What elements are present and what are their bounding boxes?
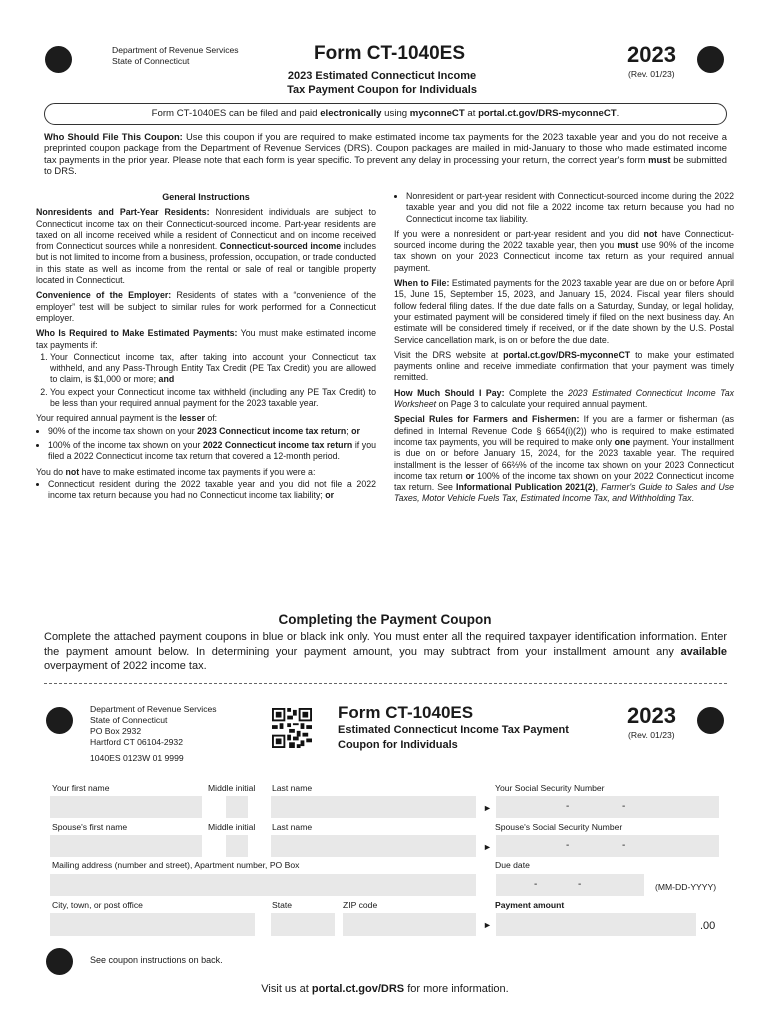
coupon-form-title: Form CT-1040ES — [338, 703, 474, 722]
spouse-ssn-label: Spouse's Social Security Number — [495, 822, 623, 832]
lesser-paragraph: Your required annual payment is the lesser of: — [36, 413, 218, 424]
tear-line — [44, 683, 727, 684]
who-required-paragraph: Who Is Required to Make Estimated Payments: You must make estimated income tax payments if: — [36, 328, 376, 350]
mailing-address-input[interactable] — [50, 874, 476, 896]
payment-amount-label: Payment amount — [495, 900, 565, 910]
middle-initial-input[interactable] — [226, 796, 248, 818]
coupon-subtitle: Estimated Connecticut Income Tax Payment Coupon for Individuals — [338, 724, 569, 751]
exceptions-paragraph: You do not have to make estimated income tax payments if you were a: — [36, 466, 316, 477]
qr-code-icon — [272, 708, 312, 748]
coupon-agency-address: Department of Revenue Services State of Connecticut PO Box 2932 Hartford CT 06104-2932 1040ES 0123W 01 9999 — [90, 704, 217, 763]
registration-mark — [46, 948, 73, 975]
ssn-separator: - — [566, 840, 570, 851]
arrow-icon: ► — [483, 803, 492, 813]
zip-label: ZIP code — [343, 900, 378, 910]
city-label: City, town, or post office — [52, 900, 143, 910]
ssn-separator: - — [566, 801, 570, 812]
visit-paragraph: Visit the DRS website at portal.ct.gov/DRS-myconneCT to make your estimated payments online and receive immediate confirmation that your payment was timely remitted. — [394, 349, 734, 383]
form-title: Form CT-1040ES — [314, 43, 465, 64]
footer-link[interactable]: portal.ct.gov/DRS — [311, 983, 405, 995]
see-back-note: See coupon instructions on back. — [90, 955, 223, 965]
right-column-instructions — [394, 191, 734, 509]
middle-initial-label: Middle initial — [208, 783, 256, 793]
convenience-paragraph: Convenience of the Employer: Residents of states with a “convenience of the employer” test will be subject to similar rules for work performed for a Connecticut employer. — [36, 290, 377, 323]
registration-mark — [697, 707, 724, 734]
first-name-input[interactable] — [50, 796, 202, 818]
spouse-last-name-label: Last name — [272, 822, 313, 832]
list-item: 1. Your Connecticut income tax, after taking into account your Connecticut tax withheld, and any Pass-Through Entity Tax Credit (PE Tax Credit) you are allowed to claim, is $1,000 or more; and — [50, 352, 376, 386]
footer: Visit us at portal.ct.gov/DRS for more information. — [261, 983, 509, 995]
general-instructions-title: General Instructions — [162, 192, 250, 202]
spouse-first-name-input[interactable] — [50, 835, 202, 857]
payment-cents: .00 — [700, 920, 716, 932]
portal-link[interactable]: portal.ct.gov/DRS-myconneCT — [478, 108, 617, 119]
list-item: • Connecticut resident during the 2022 taxable year and you did not file a 2022 income tax return because you had no Connecticut income tax liability; or — [48, 479, 376, 502]
who-should-file: Who Should File This Coupon: Use this coupon if you are required to make estimated income tax payments for the 2023 taxable year and you do not receive a preprinted coupon package from the Department of Revenue Services (DRS). Coupon packages are mailed in mid-January to those who made estimated income tax payments in the prior year. Please note that each form is year specific. To prevent any delay in processing your return, the correct year's form must be submitted to DRS. — [44, 131, 727, 177]
registration-mark — [697, 46, 724, 73]
payment-amount-input[interactable] — [496, 913, 696, 936]
date-separator: - — [534, 879, 538, 890]
form-subtitle: 2023 Estimated Connecticut Income Tax Payment Coupon for Individuals — [287, 70, 477, 96]
spouse-middle-initial-input[interactable] — [226, 835, 248, 857]
arrow-icon: ► — [483, 920, 492, 930]
first-name-label: Your first name — [52, 783, 110, 793]
last-name-label: Last name — [272, 783, 313, 793]
ssn-label: Your Social Security Number — [495, 783, 605, 793]
farmers-paragraph: Special Rules for Farmers and Fishermen: If you are a farmer or fisherman (as defined in Internal Revenue Code § 6654(i)(2)) who is required to make estimated income tax payments, you will be required to make only one payment. Your installment is due on or before January 15, 2024, for the 2023 taxable year. The required installment is the lesser of 66⅔% of the income tax shown on your 2023 Connecticut income tax return or 100% of the income tax shown on your 2022 Connecticut income tax return. See Informational Publication 2021(2), Farmer's Guide to Sales and Use Taxes, Motor Vehicle Fuels Tax, Estimated Income Tax, and Withholding Tax. — [394, 414, 735, 504]
when-to-file-paragraph: When to File: Estimated payments for the 2023 taxable year are due on or before April 15, June 15, September 15, 2023, and January 15, 2024. Fiscal year filers should follow federal filing dates. If the due date falls on a Saturday, Sunday, or legal holiday, your estimated payment will be considered timely if filed on the next business day. An estimate will be considered timely if received, or if the date shown by the U.S. Postal Service cancellation mark, is on or before the due date. — [394, 278, 734, 345]
zip-input[interactable] — [343, 913, 476, 936]
completing-text: Complete the attached payment coupons in blue or black ink only. You must enter all the required taxpayer identification information. Enter the payment amount below. In determining your payment amount, you may subtract from your installment amount any available overpayment of 2022 income tax. — [44, 631, 727, 672]
due-date-label: Due date — [495, 860, 530, 870]
exceptions-list-continued — [394, 191, 734, 225]
general-instructions — [36, 192, 376, 505]
state-input[interactable] — [271, 913, 335, 936]
agency-state: State of Connecticut — [112, 56, 190, 66]
tax-year: 2023 — [627, 42, 676, 67]
registration-mark — [46, 707, 73, 734]
arrow-icon: ► — [483, 842, 492, 852]
date-format-hint: (MM-DD-YYYY) — [655, 882, 717, 892]
payment-options-list — [36, 426, 376, 463]
nonresidents-paragraph: Nonresidents and Part-Year Residents: Nonresident individuals are subject to Connecticut income tax on their Connecticut-sourced income. Part-year residents are taxed on all income received while a resident of Connecticut and on income received from Connecticut sources while a nonresident. Connecticut-sourced income includes but is not limited to income from a business, profession, occupation, or trade conducted in this state as well as income from the rental or sale of real or tangible property located in Connecticut. — [36, 207, 376, 286]
nonresident-paragraph: If you were a nonresident or part-year resident and you did not have Connecticut-sourced income during the 2022 taxable year, then you must use 90% of the income tax shown on your 2023 Connecticut income tax return as your required annual payment. — [394, 228, 734, 273]
efile-text: Form CT-1040ES can be filed and paid electronically using myconneCT at portal.ct.gov/DRS-myconneCT. — [151, 108, 620, 119]
completing-title: Completing the Payment Coupon — [278, 612, 492, 627]
spouse-middle-initial-label: Middle initial — [208, 822, 256, 832]
requirement-list — [36, 352, 376, 409]
ssn-separator: - — [622, 840, 626, 851]
how-much-paragraph: How Much Should I Pay: Complete the 2023 Estimated Connecticut Income Tax Worksheet on Page 3 to calculate your required annual payment. — [394, 387, 734, 410]
registration-mark — [45, 46, 72, 73]
city-input[interactable] — [50, 913, 255, 936]
last-name-input[interactable] — [271, 796, 476, 818]
coupon-revision: (Rev. 01/23) — [628, 730, 675, 740]
revision: (Rev. 01/23) — [628, 69, 675, 79]
portal-link[interactable]: portal.ct.gov/DRS-myconneCT — [503, 349, 631, 360]
spouse-first-name-label: Spouse's first name — [52, 822, 128, 832]
list-item: • 90% of the income tax shown on your 2023 Connecticut income tax return; or — [48, 426, 376, 437]
ssn-input[interactable] — [496, 796, 719, 818]
due-date-input[interactable] — [496, 874, 644, 896]
exceptions-list — [36, 479, 376, 502]
list-item: • 100% of the income tax shown on your 2022 Connecticut income tax return if you filed a 2022 Connecticut income tax return that covered a 12-month period. — [48, 440, 376, 463]
date-separator: - — [578, 879, 582, 890]
list-item: 2. You expect your Connecticut income tax withheld (including any PE Tax Credit) to be less than your required annual payment for the 2023 taxable year. — [50, 387, 376, 410]
spouse-ssn-input[interactable] — [496, 835, 719, 857]
agency-name: Department of Revenue Services — [112, 45, 239, 55]
spouse-last-name-input[interactable] — [271, 835, 476, 857]
mailing-address-label: Mailing address (number and street), Apartment number, PO Box — [52, 860, 300, 870]
ssn-separator: - — [622, 801, 626, 812]
state-label: State — [272, 900, 293, 910]
list-item: • Nonresident or part-year resident with Connecticut-sourced income during the 2022 taxable year and you did not file a 2022 income tax return because you had no Connecticut income tax liability. — [406, 191, 734, 225]
coupon-tax-year: 2023 — [627, 703, 676, 728]
